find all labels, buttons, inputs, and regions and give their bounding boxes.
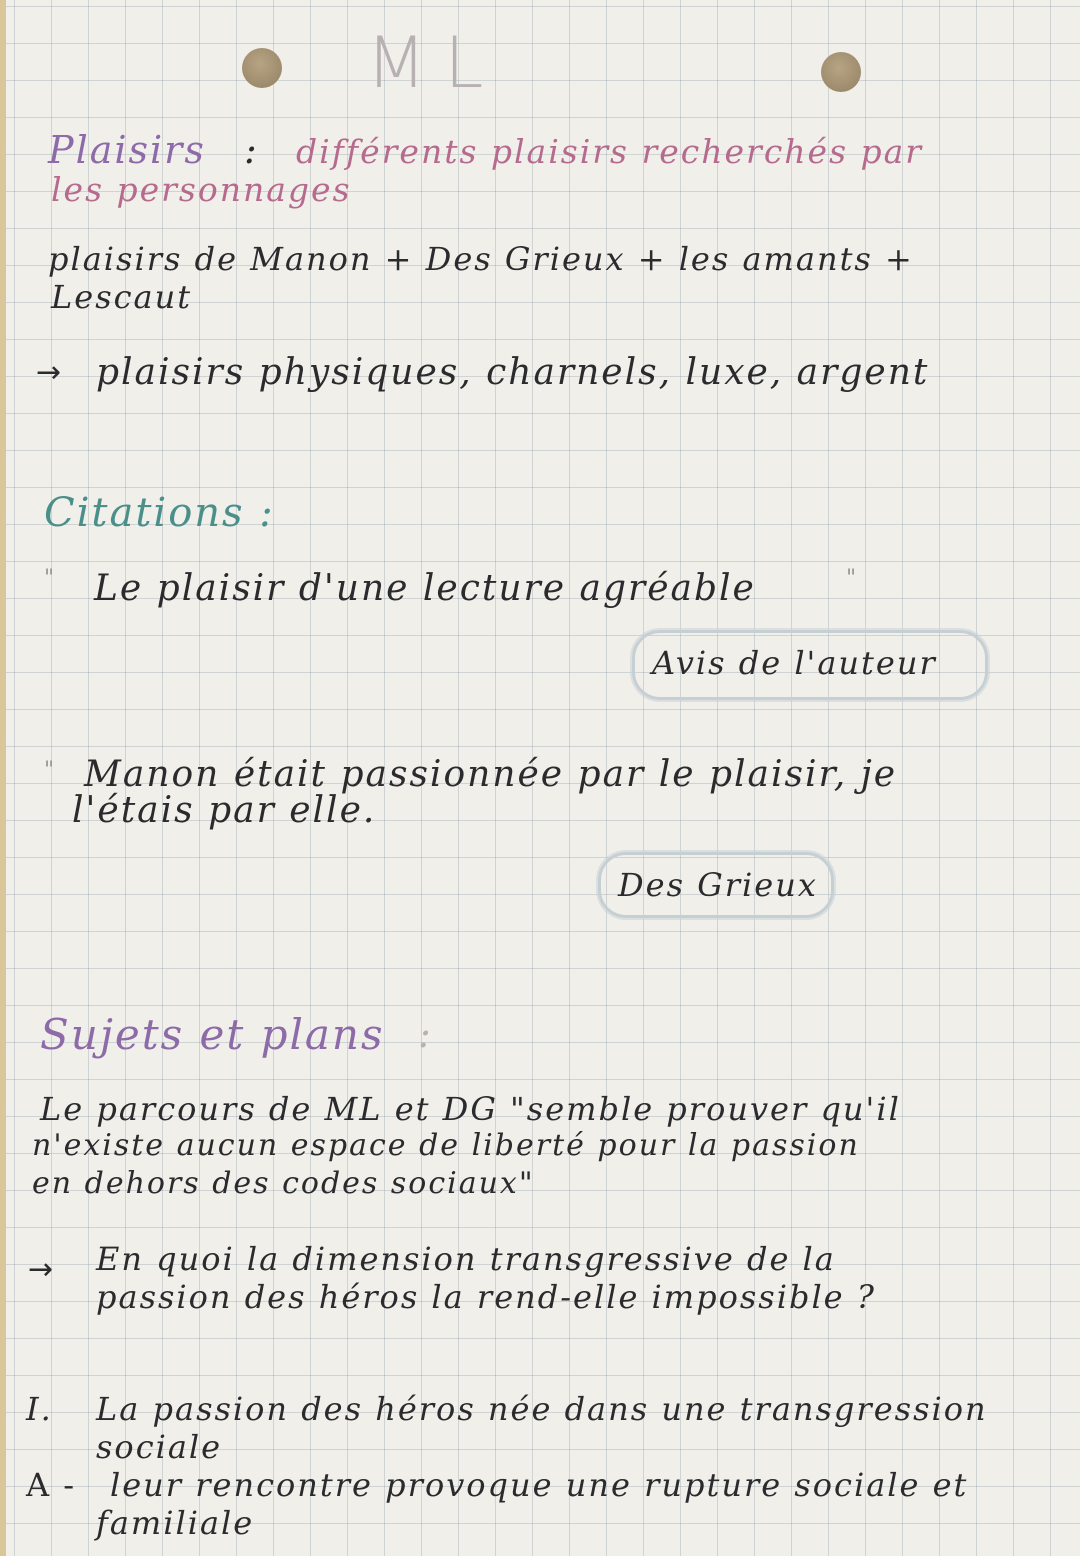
citation-quote-2-line1: Manon était passionnée par le plaisir, je (84, 754, 898, 795)
sujets-intro-line1: Le parcours de ML et DG "semble prouver qu'il (40, 1090, 901, 1128)
plaisirs-colon: : (244, 128, 259, 172)
problematique-line2: passion des héros la rend-elle impossible ? (96, 1278, 876, 1316)
quote-open-mark: " (44, 566, 55, 591)
plaisirs-definition-line2: les personnages (51, 170, 352, 209)
plan-part-A-line2: familiale (96, 1504, 255, 1542)
citation-1-source: Avis de l'auteur (652, 644, 937, 682)
citation-2-source: Des Grieux (618, 866, 818, 904)
binder-hole-right (821, 52, 861, 92)
sujets-intro-line3: en dehors des codes sociaux" (32, 1166, 535, 1201)
plan-part-I-label: I. (26, 1390, 53, 1428)
plaisirs-definition-line1: différents plaisirs recherchés par (296, 132, 924, 171)
arrow-right-icon: → (36, 355, 62, 390)
quote-open-mark: " (44, 758, 55, 783)
plaisirs-list-line2: Lescaut (51, 278, 193, 316)
plan-part-I-line2: sociale (96, 1428, 223, 1466)
sujets-heading: Sujets et plans (40, 1010, 385, 1059)
plaisirs-bullet: plaisirs physiques, charnels, luxe, argent (96, 352, 930, 393)
problematique-line1: En quoi la dimension transgressive de la (96, 1240, 836, 1278)
citations-heading: Citations : (44, 490, 275, 536)
arrow-right-icon: → (28, 1252, 54, 1287)
plaisirs-heading: Plaisirs (48, 128, 206, 172)
citation-quote-1: Le plaisir d'une lecture agréable (94, 568, 756, 609)
plan-part-I-line1: La passion des héros née dans une transgression (96, 1390, 988, 1428)
sujets-colon: : (418, 1012, 433, 1056)
sujets-intro-line2: n'existe aucun espace de liberté pour la passion (32, 1128, 860, 1163)
binder-hole-left (242, 48, 282, 88)
plan-part-A-label: A - (26, 1466, 77, 1504)
plaisirs-list-line1: plaisirs de Manon + Des Grieux + les amants + (48, 240, 914, 278)
quote-close-mark: " (846, 566, 857, 591)
plan-part-A-line1: leur rencontre provoque une rupture sociale et (110, 1466, 969, 1504)
citation-quote-2-line2: l'étais par elle. (72, 790, 377, 831)
page-title: ML (366, 22, 502, 104)
